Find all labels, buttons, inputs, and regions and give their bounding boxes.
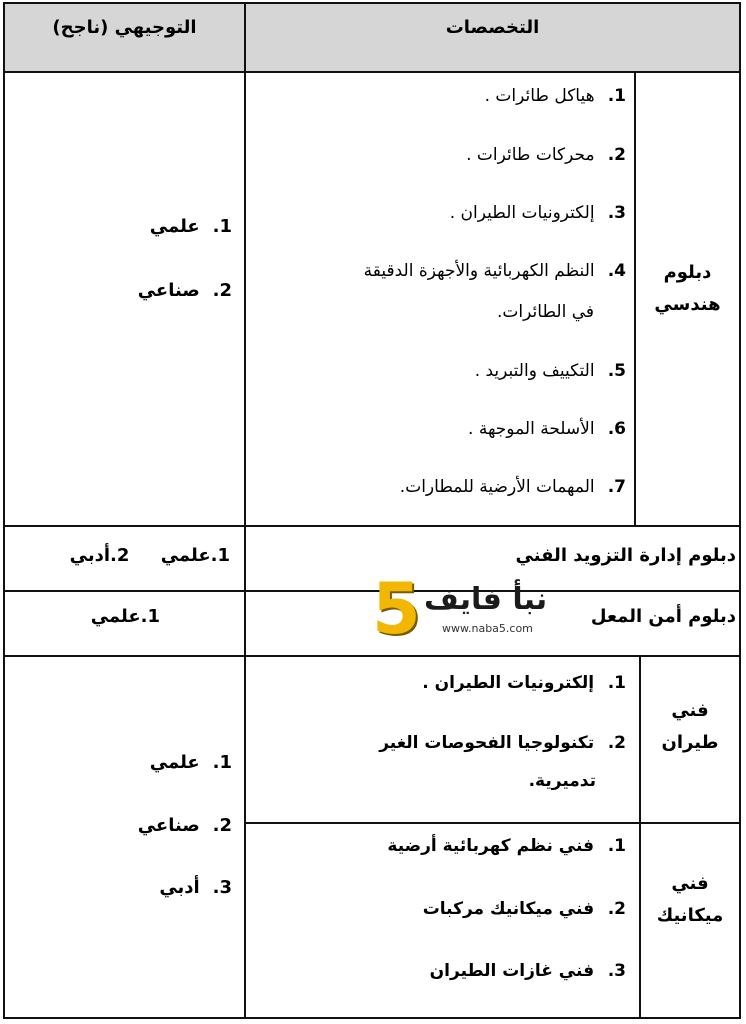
- header-majors: التخصصات: [445, 17, 540, 38]
- column-divider: [244, 2, 246, 1019]
- tech-tawjihi-1: 1. علمي: [149, 752, 232, 773]
- eng-item-4: 4. النظم الكهربائية والأجهزة الدقيقة: [363, 261, 626, 281]
- eng-tawjihi-2: 2. صناعي: [137, 280, 232, 301]
- infosec-tawjihi: 1.علمي: [90, 606, 160, 627]
- aviation-label-line2: طيران: [661, 732, 719, 753]
- row-line-1: [3, 71, 741, 73]
- mechanic-item-1: 1. فني نظم كهربائية أرضية: [387, 836, 626, 856]
- mechanic-label-line1: فني: [671, 873, 709, 894]
- mechanic-item-2: 2. فني ميكانيك مركبات: [422, 899, 626, 919]
- border-left: [3, 2, 5, 1019]
- tech-tawjihi-2: 2. صناعي: [137, 815, 232, 836]
- eng-item-5: 5. التكييف والتبريد .: [474, 361, 626, 381]
- infosec-label: دبلوم أمن المعل: [590, 606, 736, 627]
- eng-item-7: 7. المهمات الأرضية للمطارات.: [399, 477, 626, 497]
- eng-item-3: 3. إلكترونيات الطيران .: [449, 203, 626, 223]
- border-bottom: [3, 1017, 741, 1019]
- mechanic-item-3: 3. فني غازات الطيران: [429, 961, 626, 981]
- eng-item-4-cont: في الطائرات.: [497, 302, 594, 322]
- watermark-digit: 5: [372, 568, 421, 650]
- row-line-5: [244, 822, 741, 824]
- header-tawjihi: التوجيهي (ناجح): [52, 17, 197, 38]
- eng-tawjihi-1: 1. علمي: [149, 216, 232, 237]
- eng-item-2: 2. محركات طائرات .: [466, 145, 626, 165]
- eng-item-6: 6. الأسلحة الموجهة .: [468, 419, 626, 439]
- aviation-label-line1: فني: [671, 700, 709, 721]
- watermark-url: www.naba5.com: [442, 622, 533, 635]
- aviation-item-2: 2. تكنولوجيا الفحوصات الغير: [379, 733, 626, 753]
- row-line-2: [3, 525, 741, 527]
- aviation-item-2-cont: تدميرية.: [528, 771, 596, 791]
- supply-tawjihi: 1.علمي 2.أدبي: [69, 545, 230, 566]
- border-right: [739, 2, 741, 1019]
- border-top: [3, 2, 741, 4]
- row-line-4: [3, 655, 741, 657]
- engineering-label-line1: دبلوم: [663, 262, 712, 283]
- mechanic-label-line2: ميكانيك: [656, 905, 724, 926]
- aviation-item-1: 1. إلكترونيات الطيران .: [422, 673, 626, 693]
- supply-label: دبلوم إدارة التزويد الفني: [515, 545, 736, 566]
- watermark-logo: [372, 568, 608, 650]
- tech-tawjihi-3: 3. أدبي: [159, 877, 232, 898]
- eng-item-1: 1. هياكل طائرات .: [484, 86, 626, 106]
- watermark-brand: نبأ فايف: [424, 582, 548, 617]
- engineering-label-line2: هندسي: [654, 294, 721, 315]
